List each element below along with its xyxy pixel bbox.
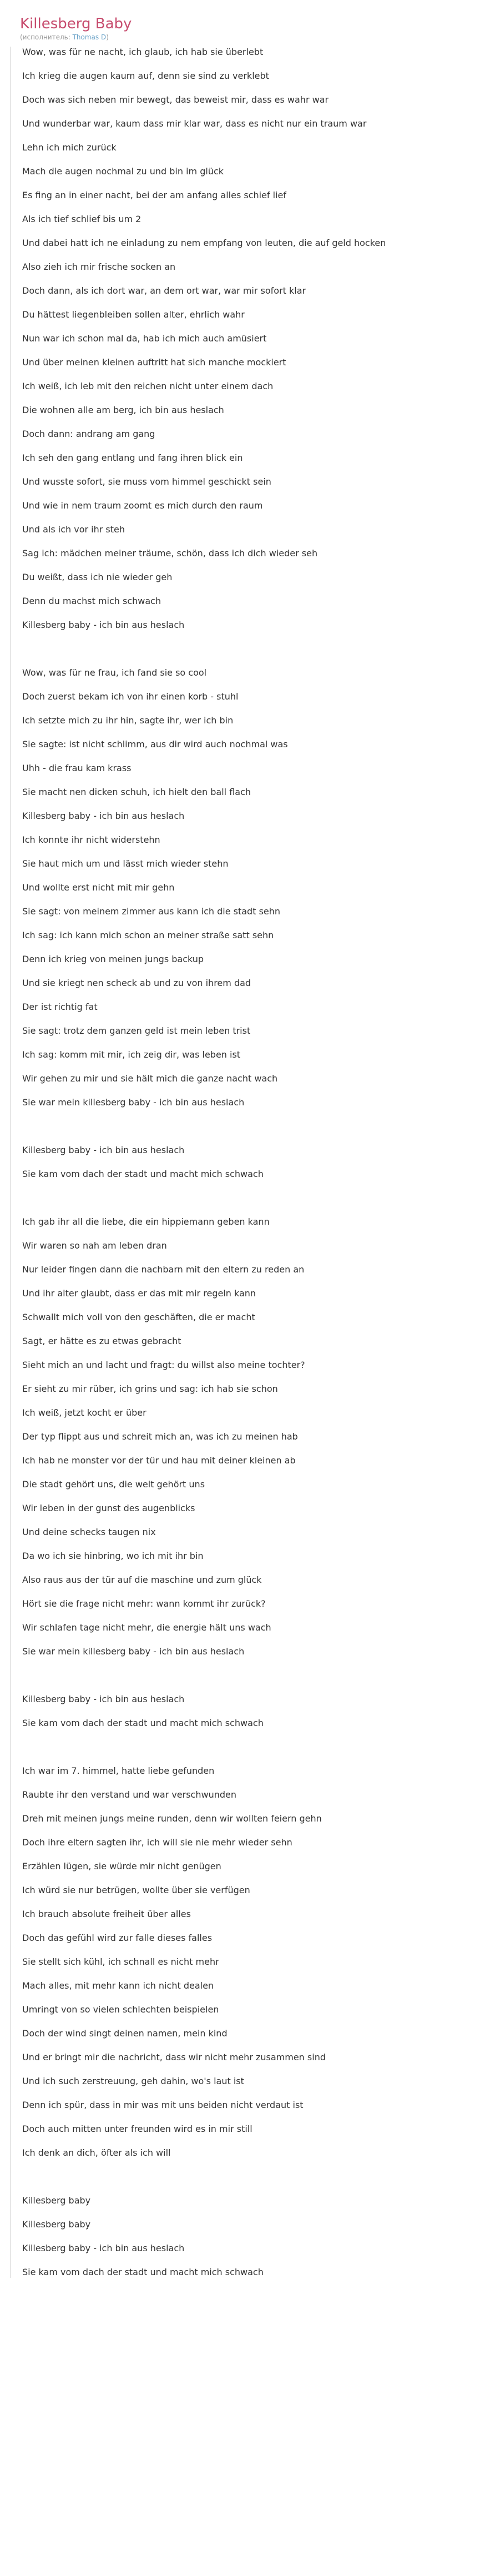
lyric-line: Und dabei hatt ich ne einladung zu nem empfang von leuten, die auf geld hocken	[22, 238, 386, 248]
lyric-line: Doch der wind singt deinen namen, mein kind	[22, 2028, 228, 2039]
lyric-line: Ich gab ihr all die liebe, die ein hippiemann geben kann	[22, 1216, 270, 1227]
lyric-line: Killesberg baby - ich bin aus heslach	[22, 2243, 185, 2253]
lyric-line: Wir waren so nah am leben dran	[22, 1240, 167, 1251]
stanza-break	[22, 1670, 470, 1681]
lyric-line: Sie war mein killesberg baby - ich bin aus heslach	[22, 1646, 245, 1657]
lyric-line: Sie sagt: trotz dem ganzen geld ist mein leben trist	[22, 1025, 251, 1036]
lyric-line: Doch ihre eltern sagten ihr, ich will sie nie mehr wieder sehn	[22, 1837, 292, 1848]
lyric-line: Sie sagt: von meinem zimmer aus kann ich die stadt sehn	[22, 906, 281, 917]
lyric-line: Nur leider fingen dann die nachbarn mit den eltern zu reden an	[22, 1264, 305, 1275]
lyric-line: Es fing an in einer nacht, bei der am anfang alles schief lief	[22, 190, 287, 200]
performer-label: (исполнитель:	[20, 33, 73, 41]
lyric-line: Ich seh den gang entlang und fang ihren blick ein	[22, 452, 243, 463]
lyric-line: Raubte ihr den verstand und war verschwunden	[22, 1789, 236, 1800]
lyric-line: Und als ich vor ihr steh	[22, 524, 125, 535]
lyric-line: Uhh - die frau kam krass	[22, 763, 132, 773]
lyric-line: Er sieht zu mir rüber, ich grins und sag: ich hab sie schon	[22, 1383, 278, 1394]
stanza-break	[22, 1193, 470, 1204]
lyric-line: Und deine schecks taugen nix	[22, 1527, 156, 1537]
lyric-line: Killesberg baby - ich bin aus heslach	[22, 811, 185, 821]
lyric-line: Mach die augen nochmal zu und bin im glück	[22, 166, 224, 177]
stanza-break	[22, 1742, 470, 1753]
lyric-line: Killesberg baby - ich bin aus heslach	[22, 1694, 185, 1704]
lyric-line: Umringt von so vielen schlechten beispielen	[22, 2004, 219, 2015]
lyric-line: Doch dann: andrang am gang	[22, 429, 155, 439]
lyric-line: Ich krieg die augen kaum auf, denn sie sind zu verklebt	[22, 71, 269, 81]
lyric-line: Ich war im 7. himmel, hatte liebe gefunden	[22, 1765, 215, 1776]
lyric-line: Ich konnte ihr nicht widerstehn	[22, 834, 160, 845]
lyric-line: Als ich tief schlief bis um 2	[22, 214, 142, 224]
lyric-line: Doch dann, als ich dort war, an dem ort war, war mir sofort klar	[22, 285, 306, 296]
lyric-line: Doch was sich neben mir bewegt, das beweist mir, dass es wahr war	[22, 94, 329, 105]
lyric-line: Und wie in nem traum zoomt es mich durch den raum	[22, 500, 263, 511]
lyric-line: Killesberg baby	[22, 2195, 91, 2206]
lyric-line: Sie kam vom dach der stadt und macht mich schwach	[22, 1718, 264, 1728]
lyric-line: Du hättest liegenbleiben sollen alter, ehrlich wahr	[22, 309, 245, 320]
lyric-line: Sag ich: mädchen meiner träume, schön, dass ich dich wieder seh	[22, 548, 318, 559]
lyric-line: Erzählen lügen, sie würde mir nicht genügen	[22, 1861, 221, 1871]
stanza-break	[22, 1121, 470, 1132]
lyrics-body	[10, 47, 470, 2278]
lyric-line: Und ich such zerstreuung, geh dahin, wo's laut ist	[22, 2076, 244, 2086]
lyric-line: Sieht mich an und lacht und fragt: du willst also meine tochter?	[22, 1360, 305, 1370]
lyric-line: Der typ flippt aus und schreit mich an, was ich zu meinen hab	[22, 1431, 298, 1442]
stanza-break	[22, 643, 470, 655]
lyric-line: Und wollte erst nicht mit mir gehn	[22, 882, 175, 893]
lyric-line: Der ist richtig fat	[22, 1002, 98, 1012]
lyric-line: Schwallt mich voll von den geschäften, die er macht	[22, 1312, 255, 1322]
lyric-line: Wir gehen zu mir und sie hält mich die ganze nacht wach	[22, 1073, 278, 1084]
lyric-line: Und sie kriegt nen scheck ab und zu von ihrem dad	[22, 978, 251, 988]
lyric-line: Ich sag: ich kann mich schon an meiner straße satt sehn	[22, 930, 274, 940]
lyric-line: Und wunderbar war, kaum dass mir klar war, dass es nicht nur ein traum war	[22, 118, 367, 129]
lyric-line: Und wusste sofort, sie muss vom himmel geschickt sein	[22, 476, 271, 487]
lyric-line: Wir schlafen tage nicht mehr, die energie hält uns wach	[22, 1622, 271, 1633]
lyric-line: Und ihr alter glaubt, dass er das mit mir regeln kann	[22, 1288, 256, 1299]
lyric-line: Ich denk an dich, öfter als ich will	[22, 2147, 171, 2158]
lyric-line: Killesberg baby	[22, 2219, 91, 2230]
lyric-line: Sie haut mich um und lässt mich wieder stehn	[22, 858, 229, 869]
lyric-line: Und über meinen kleinen auftritt hat sich manche mockiert	[22, 357, 286, 368]
lyric-line: Denn du machst mich schwach	[22, 596, 161, 606]
lyric-line: Sie war mein killesberg baby - ich bin aus heslach	[22, 1097, 245, 1108]
performer-link[interactable]: Thomas D	[72, 33, 107, 41]
lyric-line: Sie sagte: ist nicht schlimm, aus dir wird auch nochmal was	[22, 739, 288, 749]
lyric-line: Dreh mit meinen jungs meine runden, denn wir wollten feiern gehn	[22, 1813, 322, 1824]
song-title: Killesberg Baby	[20, 16, 132, 32]
lyric-line: Doch zuerst bekam ich von ihr einen korb - stuhl	[22, 691, 239, 702]
lyric-line: Also raus aus der tür auf die maschine und zum glück	[22, 1574, 262, 1585]
lyric-line: Da wo ich sie hinbring, wo ich mit ihr bin	[22, 1551, 204, 1561]
lyric-line: Also zieh ich mir frische socken an	[22, 261, 176, 272]
lyric-line: Hört sie die frage nicht mehr: wann kommt ihr zurück?	[22, 1598, 266, 1609]
lyric-line: Denn ich krieg von meinen jungs backup	[22, 954, 204, 964]
performer-line	[20, 32, 470, 42]
lyric-line: Wow, was für ne nacht, ich glaub, ich hab sie überlebt	[22, 47, 264, 57]
lyric-line: Sie kam vom dach der stadt und macht mich schwach	[22, 1169, 264, 1179]
lyric-line: Doch das gefühl wird zur falle dieses falles	[22, 1933, 213, 1943]
lyric-line: Ich würd sie nur betrügen, wollte über sie verfügen	[22, 1885, 250, 1895]
lyric-line: Killesberg baby - ich bin aus heslach	[22, 1145, 185, 1155]
lyric-line: Du weißt, dass ich nie wieder geh	[22, 572, 173, 582]
lyric-line: Wow, was für ne frau, ich fand sie so cool	[22, 667, 207, 678]
lyric-line: Sagt, er hätte es zu etwas gebracht	[22, 1336, 181, 1346]
lyric-line: Und er bringt mir die nachricht, dass wir nicht mehr zusammen sind	[22, 2052, 326, 2062]
lyric-line: Sie kam vom dach der stadt und macht mich schwach	[22, 2267, 264, 2277]
lyric-line: Sie stellt sich kühl, ich schnall es nicht mehr	[22, 1956, 219, 1967]
performer-close: )	[106, 33, 109, 41]
lyric-line: Ich sag: komm mit mir, ich zeig dir, was leben ist	[22, 1049, 241, 1060]
lyric-line: Die wohnen alle am berg, ich bin aus heslach	[22, 405, 224, 415]
lyric-line: Mach alles, mit mehr kann ich nicht dealen	[22, 1980, 214, 1991]
lyric-line: Wir leben in der gunst des augenblicks	[22, 1503, 195, 1513]
lyric-line: Lehn ich mich zurück	[22, 142, 117, 153]
lyric-line: Ich brauch absolute freiheit über alles	[22, 1909, 191, 1919]
lyric-line: Ich setzte mich zu ihr hin, sagte ihr, wer ich bin	[22, 715, 234, 726]
lyric-line: Killesberg baby - ich bin aus heslach	[22, 620, 185, 630]
lyric-line: Sie macht nen dicken schuh, ich hielt den ball flach	[22, 787, 251, 797]
lyric-line: Denn ich spür, dass in mir was mit uns beiden nicht verdaut ist	[22, 2100, 304, 2110]
lyric-line: Ich weiß, jetzt kocht er über	[22, 1407, 146, 1418]
lyric-line: Ich weiß, ich leb mit den reichen nicht unter einem dach	[22, 381, 274, 391]
stanza-break	[22, 2171, 470, 2182]
lyric-line: Ich hab ne monster vor der tür und hau mit deiner kleinen ab	[22, 1455, 296, 1466]
lyric-line: Nun war ich schon mal da, hab ich mich auch amüsiert	[22, 333, 267, 344]
lyrics-page	[10, 0, 470, 2304]
lyric-line: Die stadt gehört uns, die welt gehört uns	[22, 1479, 205, 1490]
lyric-line: Doch auch mitten unter freunden wird es in mir still	[22, 2124, 252, 2134]
